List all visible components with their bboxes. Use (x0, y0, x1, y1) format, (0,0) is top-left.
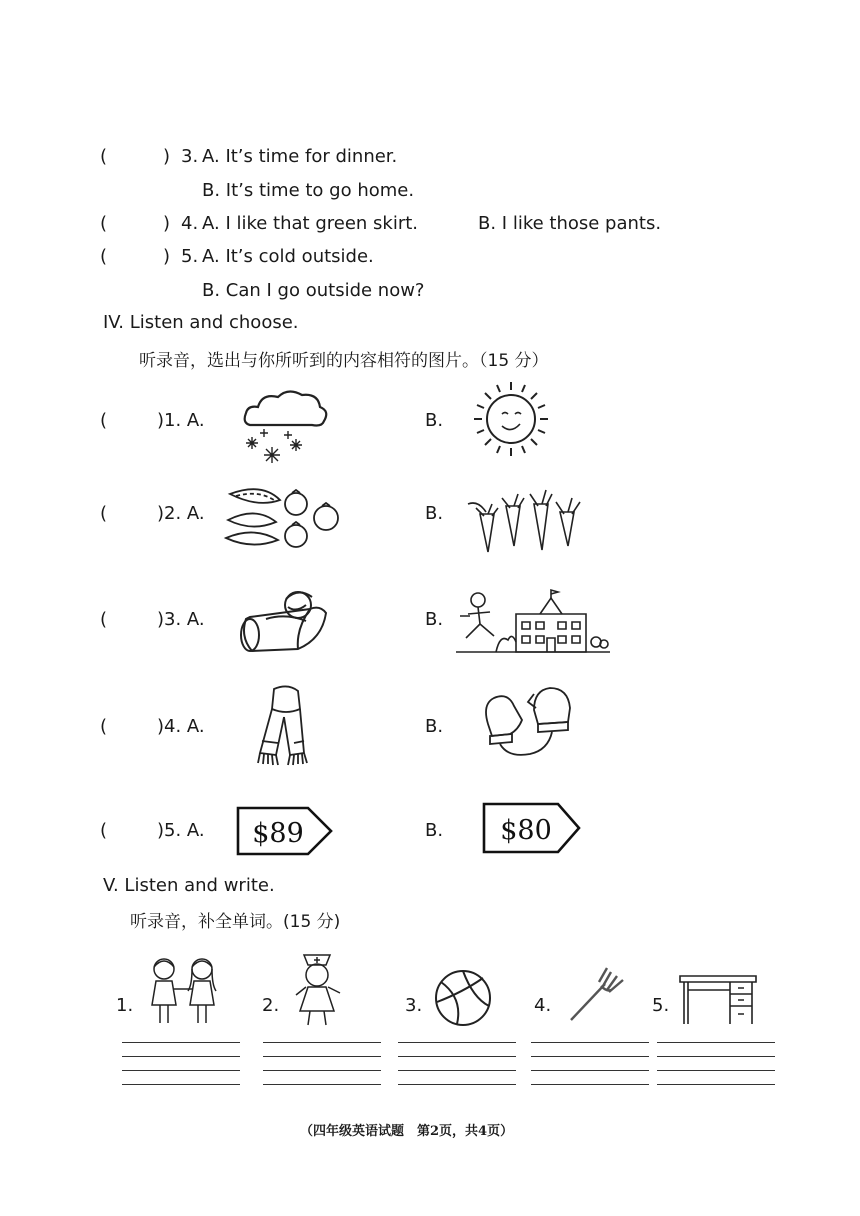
child-in-bed-icon[interactable] (236, 585, 336, 657)
item-number: 1. (116, 995, 134, 1016)
question-number: 4. (181, 213, 199, 234)
price-tag-b-icon[interactable] (482, 802, 582, 854)
answer-paren-close: ) (163, 146, 171, 167)
option-a-text: A. It’s cold outside. (202, 246, 374, 267)
option-b-text: B. It’s time to go home. (202, 180, 415, 201)
answer-paren-open: ( (100, 609, 108, 630)
snowy-cloud-icon[interactable] (240, 385, 332, 465)
answer-paren-open: ( (100, 146, 108, 167)
writing-lines[interactable] (263, 1042, 381, 1088)
answer-paren-open: ( (100, 213, 108, 234)
carrots-icon[interactable] (462, 486, 586, 558)
ball-icon[interactable] (433, 968, 493, 1028)
fork-icon[interactable] (565, 962, 631, 1024)
section-4-title: IV. Listen and choose. (103, 312, 299, 333)
item-number: 5. (652, 995, 670, 1016)
item-number: 3. (405, 995, 423, 1016)
option-b-label: B. (425, 609, 444, 630)
answer-paren-open: ( (100, 410, 108, 431)
option-b-label: B. (425, 410, 444, 431)
beans-and-tomatoes-icon[interactable] (222, 482, 346, 552)
item-number: )1. A. (157, 410, 205, 431)
sun-icon[interactable] (470, 378, 552, 460)
page-footer: （四年级英语试题 第2页，共4页） (300, 1124, 514, 1139)
question-number: 3. (181, 146, 199, 167)
item-number: )4. A. (157, 716, 205, 737)
option-b-label: B. (425, 820, 444, 841)
writing-lines[interactable] (122, 1042, 240, 1088)
mittens-icon[interactable] (478, 680, 578, 764)
option-a-text: A. I like that green skirt. (202, 213, 419, 234)
writing-lines[interactable] (398, 1042, 516, 1088)
answer-paren-open: ( (100, 503, 108, 524)
item-number: )3. A. (157, 609, 205, 630)
writing-lines[interactable] (657, 1042, 775, 1088)
two-girls-icon[interactable] (142, 955, 226, 1027)
item-number: )5. A. (157, 820, 205, 841)
price-a-text: $89 (252, 818, 304, 849)
item-number: )2. A. (157, 503, 205, 524)
question-number: 5. (181, 246, 199, 267)
option-b-text: B. Can I go outside now? (202, 280, 425, 301)
nurse-icon[interactable] (286, 947, 348, 1027)
running-to-school-icon[interactable] (456, 586, 610, 658)
answer-paren-close: ) (163, 246, 171, 267)
option-a-text: A. It’s time for dinner. (202, 146, 398, 167)
answer-paren-close: ) (163, 213, 171, 234)
price-b-text: $80 (500, 815, 552, 846)
answer-paren-open: ( (100, 820, 108, 841)
desk-icon[interactable] (678, 972, 758, 1026)
writing-lines[interactable] (531, 1042, 649, 1088)
section-4-instruction: 听录音，选出与你所听到的内容相符的图片。（15 分） (139, 351, 549, 371)
item-number: 2. (262, 995, 280, 1016)
price-tag-a-icon[interactable] (236, 806, 334, 856)
answer-paren-open: ( (100, 246, 108, 267)
section-5-instruction: 听录音，补全单词。(15 分) (130, 912, 341, 932)
answer-paren-open: ( (100, 716, 108, 737)
option-b-label: B. (425, 503, 444, 524)
option-b-text: B. I like those pants. (478, 213, 662, 234)
section-5-title: V. Listen and write. (103, 875, 275, 896)
item-number: 4. (534, 995, 552, 1016)
scarf-icon[interactable] (254, 683, 316, 767)
option-b-label: B. (425, 716, 444, 737)
